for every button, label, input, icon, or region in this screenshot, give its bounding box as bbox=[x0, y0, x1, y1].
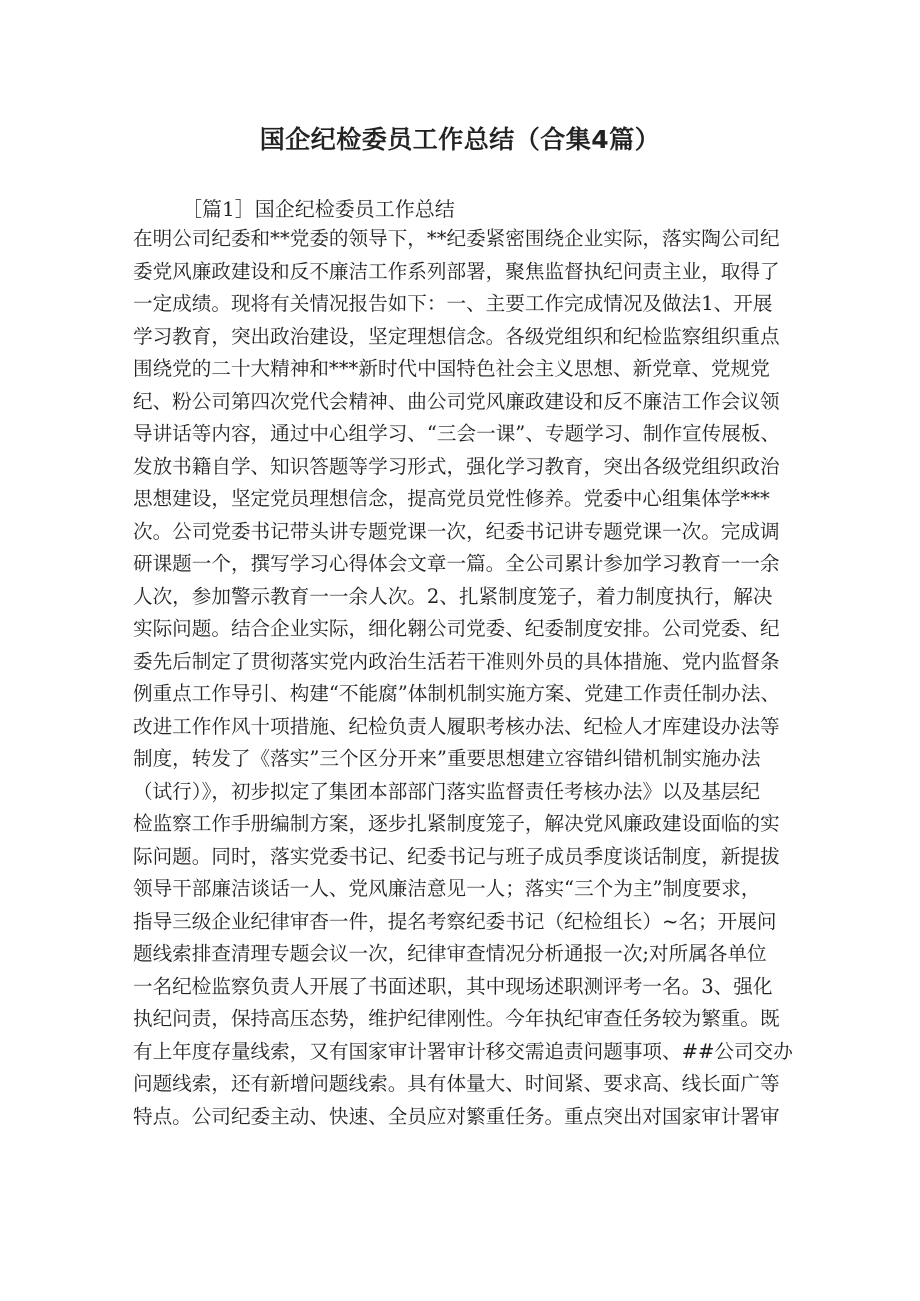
body-line: 围绕党的二十大精神和***新时代中国特色社会主义思想、新党章、党规党 bbox=[133, 357, 770, 380]
body-line: 次。公司党委书记带头讲专题党课一次，纪委书记讲专题党课一次。完成调 bbox=[133, 519, 780, 543]
body-line: 有上年度存量线索，又有国家审计署审计移交需追责问题事项、##公司交办 bbox=[133, 1039, 793, 1063]
document-title: 国企纪检委员工作总结（合集4篇） bbox=[259, 125, 661, 154]
body-line: 在明公司纪委和**党委的领导下，**纪委紧密围绕企业实际，落实陶公司纪 bbox=[133, 227, 780, 250]
body-line: 改进工作作风十项措施、纪检负责人履职考核办法、纪检人才库建设办法等 bbox=[133, 714, 780, 738]
body-line: 指导三级企业纪律审杳一件，提名考察纪委书记（纪检组长）~名；开展问 bbox=[133, 909, 777, 933]
body-line: 导讲话等内容，通过中心组学习、“三会一课”、专题学习、制作宣传展板、 bbox=[133, 422, 781, 445]
body-line: 检监察工作手册编制方案，逐步扎紧制度笼子，解决党风廉政建设面临的实 bbox=[133, 812, 780, 835]
body-line: 实际问题。结合企业实际，细化翱公司党委、纪委制度安排。公司党委、纪 bbox=[133, 617, 780, 640]
body-line: 一定成绩。现将有关情况报告如下：一、主要工作完成情况及做法1、开展 bbox=[133, 292, 773, 315]
body-line: 委先后制定了贯彻落实党内政治生活若干准则外员的具体措施、党内监督条 bbox=[133, 649, 780, 673]
body-line: 例重点工作导引、构建“不能腐”体制机制实施方案、党建工作责任制办法、 bbox=[133, 682, 781, 705]
body-line: 委党风廉政建设和反不廉洁工作系列部署，聚焦监督执纪问责主业，取得了 bbox=[133, 259, 780, 283]
body-line: 纪、粉公司第四次党代会精神、曲公司党风廉政建设和反不廉洁工作会议领 bbox=[133, 389, 780, 413]
body-line: 领导干部廉洁谈话一人、党风廉洁意见一人；落实“三个为主”制度要求， bbox=[133, 877, 761, 900]
body-line: 人次，参加警示教育一一余人次。2、扎紧制度笼子，着力制度执行，解决 bbox=[133, 584, 773, 608]
body-line: 问题线索，还有新增问题线索。具有体量大、时间紧、要求高、线长面广等 bbox=[133, 1072, 780, 1095]
body-line: （试行）》，初步拟定了集团本部部门落实监督责任考核办法》以及基层纪 bbox=[133, 779, 760, 803]
body-line: 一名纪检监察负责人开展了书面述职，其中现场述职测评考一名。3、强化 bbox=[133, 974, 773, 998]
body-line: 执纪问责，保持高压态势，维护纪律刚性。今年执纪审查任务较为繁重。既 bbox=[133, 1007, 780, 1030]
body-line: 制度，转发了《落实”三个区分开来”重要思想建立容错纠错机制实施办法 bbox=[133, 747, 761, 770]
body-line: 研课题一个，撰写学习心得体会文章一篇。全公司累计参加学习教育一一余 bbox=[133, 552, 780, 575]
body-line: 发放书籍自学、知识答题等学习形式，强化学习教育，突出各级党组织政治 bbox=[133, 454, 780, 478]
body-line: 学习教育，突出政治建设，坚定理想信念。各级党组织和纪检监察组织重点 bbox=[133, 324, 780, 348]
section-heading: ［篇1］国企纪检委员工作总结 bbox=[182, 197, 455, 221]
body-line: 思想建设，坚定党员理想信念，提高党员党性修养。党委中心组集体学*** bbox=[133, 487, 770, 510]
body-line: 题线索排查清理专题会议一次，纪律审查情况分析通报一次;对所属各单位 bbox=[133, 942, 767, 965]
body-paragraph bbox=[133, 223, 793, 1133]
body-line: 际问题。同时，落实党委书记、纪委书记与班子成员季度谈话制度，新提拔 bbox=[133, 844, 780, 868]
body-line: 特点。公司纪委主动、快速、全员应对繁重任务。重点突出对国家审计署审 bbox=[133, 1104, 780, 1128]
